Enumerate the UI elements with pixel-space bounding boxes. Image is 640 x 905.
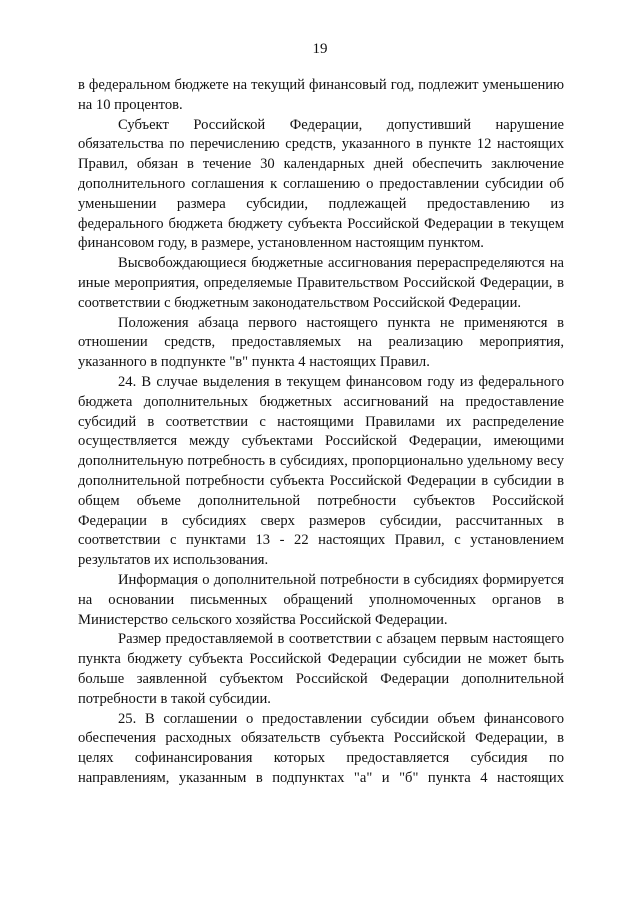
paragraph-item-24: 24. В случае выделения в текущем финансовом году из федерального бюджета дополнительных бюджетных ассигнований на предоставление субсидий в соответствии с настоящими Правилами их распределение осуществляется между субъектами Российской Федерации, имеющими дополнительную потребность в субсидиях, пропорционально удельному весу дополнительной потребности субъекта Российской Федерации в субсидии в общем объеме дополнительной потребности субъектов Российской Федерации в субсидиях сверх размеров субсидии, рассчитанных в соответствии с пунктами 13 - 22 настоящих Правил, с установлением результатов их использования. bbox=[78, 373, 564, 569]
paragraph-additional-need-info: Информация о дополнительной потребности в субсидиях формируется на основании письменных обращений уполномоченных органов в Министерство сельского хозяйства Российской Федерации. bbox=[78, 571, 564, 628]
paragraph-reallocation: Высвобождающиеся бюджетные ассигнования перераспределяются на иные мероприятия, определяемые Правительством Российской Федерации, в соответствии с бюджетным законодательством Российской Федерации. bbox=[78, 255, 564, 311]
page-number: 19 bbox=[312, 41, 328, 57]
paragraph-subject-obligation: Субъект Российской Федерации, допустивший нарушение обязательства по перечислению средств, указанного в пункте 12 настоящих Правил, обязан в течение 30 календарных дней обеспечить заключение дополнительного соглашения к соглашению о предоставлении субсидии об уменьшении размера субсидии, подлежащей предоставлению из федерального бюджета бюджету субъекта Российской Федерации в текущем финансовом году, в размере, установленном настоящим пунктом. bbox=[78, 116, 564, 252]
paragraph-continuation: в федеральном бюджете на текущий финансовый год, подлежит уменьшению на 10 процентов. bbox=[78, 77, 564, 113]
paragraph-item-25: 25. В соглашении о предоставлении субсидии объем финансового обеспечения расходных обязательств субъекта Российской Федерации, в целях софинансирования которых предоставляется субсидия по направлениям, указанным в подпунктах "а" и "б" пункта 4 настоящих bbox=[78, 710, 564, 786]
paragraph-exception: Положения абзаца первого настоящего пункта не применяются в отношении средств, предоставляемых на реализацию мероприятия, указанного в подпункте "в" пункта 4 настоящих Правил. bbox=[78, 314, 564, 371]
document-body bbox=[78, 76, 564, 789]
paragraph-subsidy-size: Размер предоставляемой в соответствии с абзацем первым настоящего пункта бюджету субъекта Российской Федерации субсидии не может быть больше заявленной субъектом Российской Федерации дополнительной потребности в такой субсидии. bbox=[78, 631, 564, 707]
